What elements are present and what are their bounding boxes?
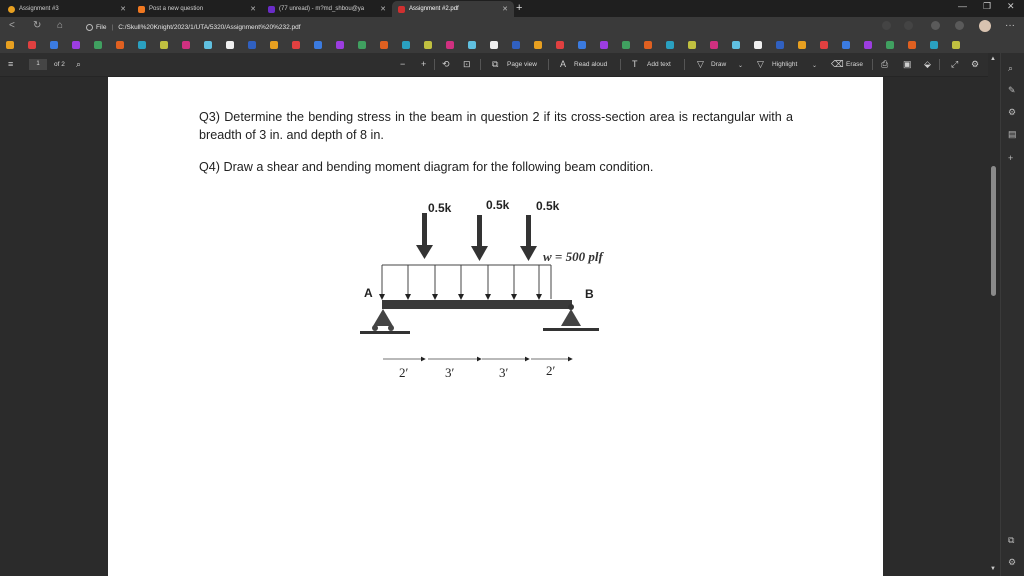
pdf-page [108, 77, 883, 576]
office-icon[interactable]: ▤ [1008, 129, 1017, 139]
tab-bar [0, 0, 1024, 17]
extension-icon[interactable] [931, 21, 940, 30]
search-icon[interactable]: ⌕ [76, 59, 82, 69]
bookmark-icon[interactable] [952, 41, 960, 49]
read-aloud-icon[interactable]: A [560, 59, 567, 69]
beam-diagram [353, 195, 653, 385]
draw-icon[interactable]: ▽ [697, 59, 704, 69]
divider [480, 59, 481, 70]
divider [548, 59, 549, 70]
sidebar-settings-icon[interactable]: ⚙ [1008, 557, 1017, 567]
bookmark-icon[interactable] [446, 41, 454, 49]
bookmark-icon[interactable] [6, 41, 14, 49]
bookmark-icon[interactable] [424, 41, 432, 49]
erase-button[interactable]: Erase [846, 61, 863, 68]
url-separator: | [111, 23, 114, 31]
bookmark-icon[interactable] [908, 41, 916, 49]
bookmark-icon[interactable] [50, 41, 58, 49]
bookmark-icon[interactable] [666, 41, 674, 49]
tab-favicon-icon [8, 6, 15, 13]
bookmark-icon[interactable] [314, 41, 322, 49]
page-view-icon[interactable]: ⧉ [492, 59, 499, 69]
restore-icon[interactable]: ❐ [983, 1, 992, 11]
bookmark-icon[interactable] [468, 41, 476, 49]
bookmark-icon[interactable] [710, 41, 718, 49]
add-icon[interactable]: + [1008, 153, 1014, 163]
bookmark-icon[interactable] [842, 41, 850, 49]
bookmark-icon[interactable] [292, 41, 300, 49]
bookmark-icon[interactable] [930, 41, 938, 49]
bookmark-icon[interactable] [688, 41, 696, 49]
point-load-label-3: 0.5k [536, 199, 560, 213]
bookmark-icon[interactable] [380, 41, 388, 49]
save-as-icon[interactable]: ⬙ [924, 59, 931, 69]
distributed-load [382, 265, 551, 299]
tab-assignment-3[interactable] [2, 1, 132, 17]
question-4-text: Q4) Draw a shear and bending moment diagram for the following beam condition. [199, 160, 654, 174]
point-load-label-2: 0.5k [486, 198, 510, 212]
bookmark-icon[interactable] [160, 41, 168, 49]
pdf-toolbar [0, 53, 1024, 77]
split-screen-icon[interactable]: ⧉ [1008, 535, 1015, 545]
question-3-text: Q3) Determine the bending stress in the beam in question 2 if its cross-section area is rectangular with a breadth of 3 in. and depth of 8 in. [199, 110, 793, 142]
collections-icon[interactable] [955, 21, 964, 30]
dimension-label-4: 2′ [546, 363, 556, 378]
divider [872, 59, 873, 70]
highlight-dropdown-icon[interactable]: ⌄ [812, 63, 818, 69]
point-load-arrow-2 [471, 215, 488, 261]
zoom-out-icon[interactable]: − [400, 59, 406, 69]
print-icon[interactable]: ⎙ [881, 59, 889, 69]
bookmark-icon[interactable] [534, 41, 542, 49]
pin-support-a [360, 309, 410, 334]
tab-favicon-icon [138, 6, 145, 13]
divider [939, 59, 940, 70]
support-b-label: B [585, 287, 594, 301]
close-window-icon[interactable]: ✕ [1007, 1, 1015, 11]
bookmark-icon[interactable] [358, 41, 366, 49]
bookmark-icon[interactable] [600, 41, 608, 49]
bookmark-icon[interactable] [182, 41, 190, 49]
close-icon[interactable]: ✕ [120, 6, 126, 13]
page-number-input[interactable]: 1 [29, 59, 47, 70]
vertical-scrollbar[interactable] [988, 53, 1000, 576]
bookmark-icon[interactable] [578, 41, 586, 49]
zoom-icon[interactable] [882, 21, 891, 30]
new-tab-button[interactable]: + [516, 2, 523, 14]
close-icon[interactable]: ✕ [250, 6, 256, 13]
draw-dropdown-icon[interactable]: ⌄ [738, 63, 744, 69]
tab-title: Assignment #2.pdf [409, 6, 459, 12]
home-icon[interactable]: ⌂ [57, 20, 64, 31]
address-bar [0, 17, 1024, 37]
bookmark-icon[interactable] [864, 41, 872, 49]
udl-label: w = 500 plf [543, 249, 603, 264]
bookmark-icon[interactable] [776, 41, 784, 49]
bookmark-icon[interactable] [622, 41, 630, 49]
zoom-in-icon[interactable]: + [421, 59, 427, 69]
tab-title: Assignment #3 [19, 6, 59, 12]
dimension-label-3: 3′ [499, 365, 509, 380]
scrollbar-thumb[interactable] [991, 166, 996, 296]
scroll-up-icon[interactable]: ▲ [990, 56, 996, 62]
bookmark-icon[interactable] [336, 41, 344, 49]
scroll-down-icon[interactable]: ▼ [990, 566, 996, 572]
more-menu-icon[interactable]: ··· [1005, 20, 1015, 31]
page-view-button[interactable]: Page view [507, 61, 537, 68]
tab-assignment-2-pdf[interactable] [392, 1, 514, 17]
info-icon [86, 24, 93, 31]
support-a-label: A [364, 286, 373, 300]
divider [434, 59, 435, 70]
bookmark-icon[interactable] [754, 41, 762, 49]
bookmark-icon[interactable] [248, 41, 256, 49]
url-scheme: File [96, 23, 107, 31]
bookmark-icon[interactable] [28, 41, 36, 49]
back-icon[interactable]: < [9, 20, 15, 31]
close-icon[interactable]: ✕ [502, 6, 508, 13]
bookmark-icon[interactable] [116, 41, 124, 49]
tab-post-question[interactable] [132, 1, 262, 17]
bookmark-icon[interactable] [644, 41, 652, 49]
minimize-icon[interactable]: — [958, 1, 967, 11]
bookmark-icon[interactable] [138, 41, 146, 49]
url-path: C:/Skull%20Knight/2023/1/UTA/5320/Assignment%20%232.pdf [118, 23, 301, 31]
url-field[interactable] [86, 20, 886, 34]
erase-icon[interactable]: ⌫ [831, 59, 844, 69]
bookmark-icon[interactable] [732, 41, 740, 49]
highlight-button[interactable]: Highlight [772, 61, 798, 68]
beam [382, 300, 572, 309]
bookmark-icon[interactable] [798, 41, 806, 49]
bookmark-icon[interactable] [204, 41, 212, 49]
bookmark-icon[interactable] [556, 41, 564, 49]
tab-favicon-icon [268, 6, 275, 13]
add-text-icon[interactable]: T [632, 59, 638, 69]
bookmarks-bar [0, 37, 1024, 53]
point-load-arrow-1 [416, 213, 433, 259]
highlight-icon[interactable]: ▽ [757, 59, 764, 69]
point-load-arrow-3 [520, 215, 537, 261]
bookmark-icon[interactable] [402, 41, 410, 49]
refresh-icon[interactable]: ↻ [33, 20, 42, 31]
settings-icon[interactable]: ⚙ [971, 59, 980, 69]
read-aloud-button[interactable]: Read aloud [574, 61, 608, 68]
expand-icon[interactable]: ⤢ [951, 59, 959, 69]
tab-favicon-icon [398, 6, 405, 13]
profile-avatar[interactable] [979, 20, 991, 32]
bookmark-icon[interactable] [512, 41, 520, 49]
point-load-label-1: 0.5k [428, 201, 452, 215]
add-text-button[interactable]: Add text [647, 61, 671, 68]
bookmark-icon[interactable] [490, 41, 498, 49]
close-icon[interactable]: ✕ [380, 6, 386, 13]
bookmark-icon[interactable] [72, 41, 80, 49]
browser-sidebar [1000, 53, 1024, 576]
tab-title: (77 unread) - m?md_shbou@ya [279, 6, 365, 12]
tab-mail[interactable] [262, 1, 392, 17]
table-of-contents-icon[interactable]: ≡ [8, 59, 14, 69]
dimension-label-1: 2′ [399, 365, 409, 380]
bookmark-icon[interactable] [270, 41, 278, 49]
divider [684, 59, 685, 70]
tab-title: Post a new question [149, 6, 204, 12]
dimension-label-2: 3′ [445, 365, 455, 380]
search-icon[interactable]: ⌕ [1008, 63, 1014, 73]
bookmark-icon[interactable] [820, 41, 828, 49]
bookmark-icon[interactable] [94, 41, 102, 49]
save-icon[interactable]: ▣ [903, 59, 912, 69]
favorite-star-icon[interactable] [904, 21, 913, 30]
bookmark-icon[interactable] [226, 41, 234, 49]
games-icon[interactable]: ⚙ [1008, 107, 1017, 117]
bookmark-icon[interactable] [886, 41, 894, 49]
divider [620, 59, 621, 70]
draw-button[interactable]: Draw [711, 61, 727, 68]
tools-icon[interactable]: ✎ [1008, 85, 1016, 95]
page-count: of 2 [54, 61, 65, 68]
fit-page-icon[interactable]: ⊡ [463, 59, 471, 69]
rotate-icon[interactable]: ⟲ [442, 59, 450, 69]
